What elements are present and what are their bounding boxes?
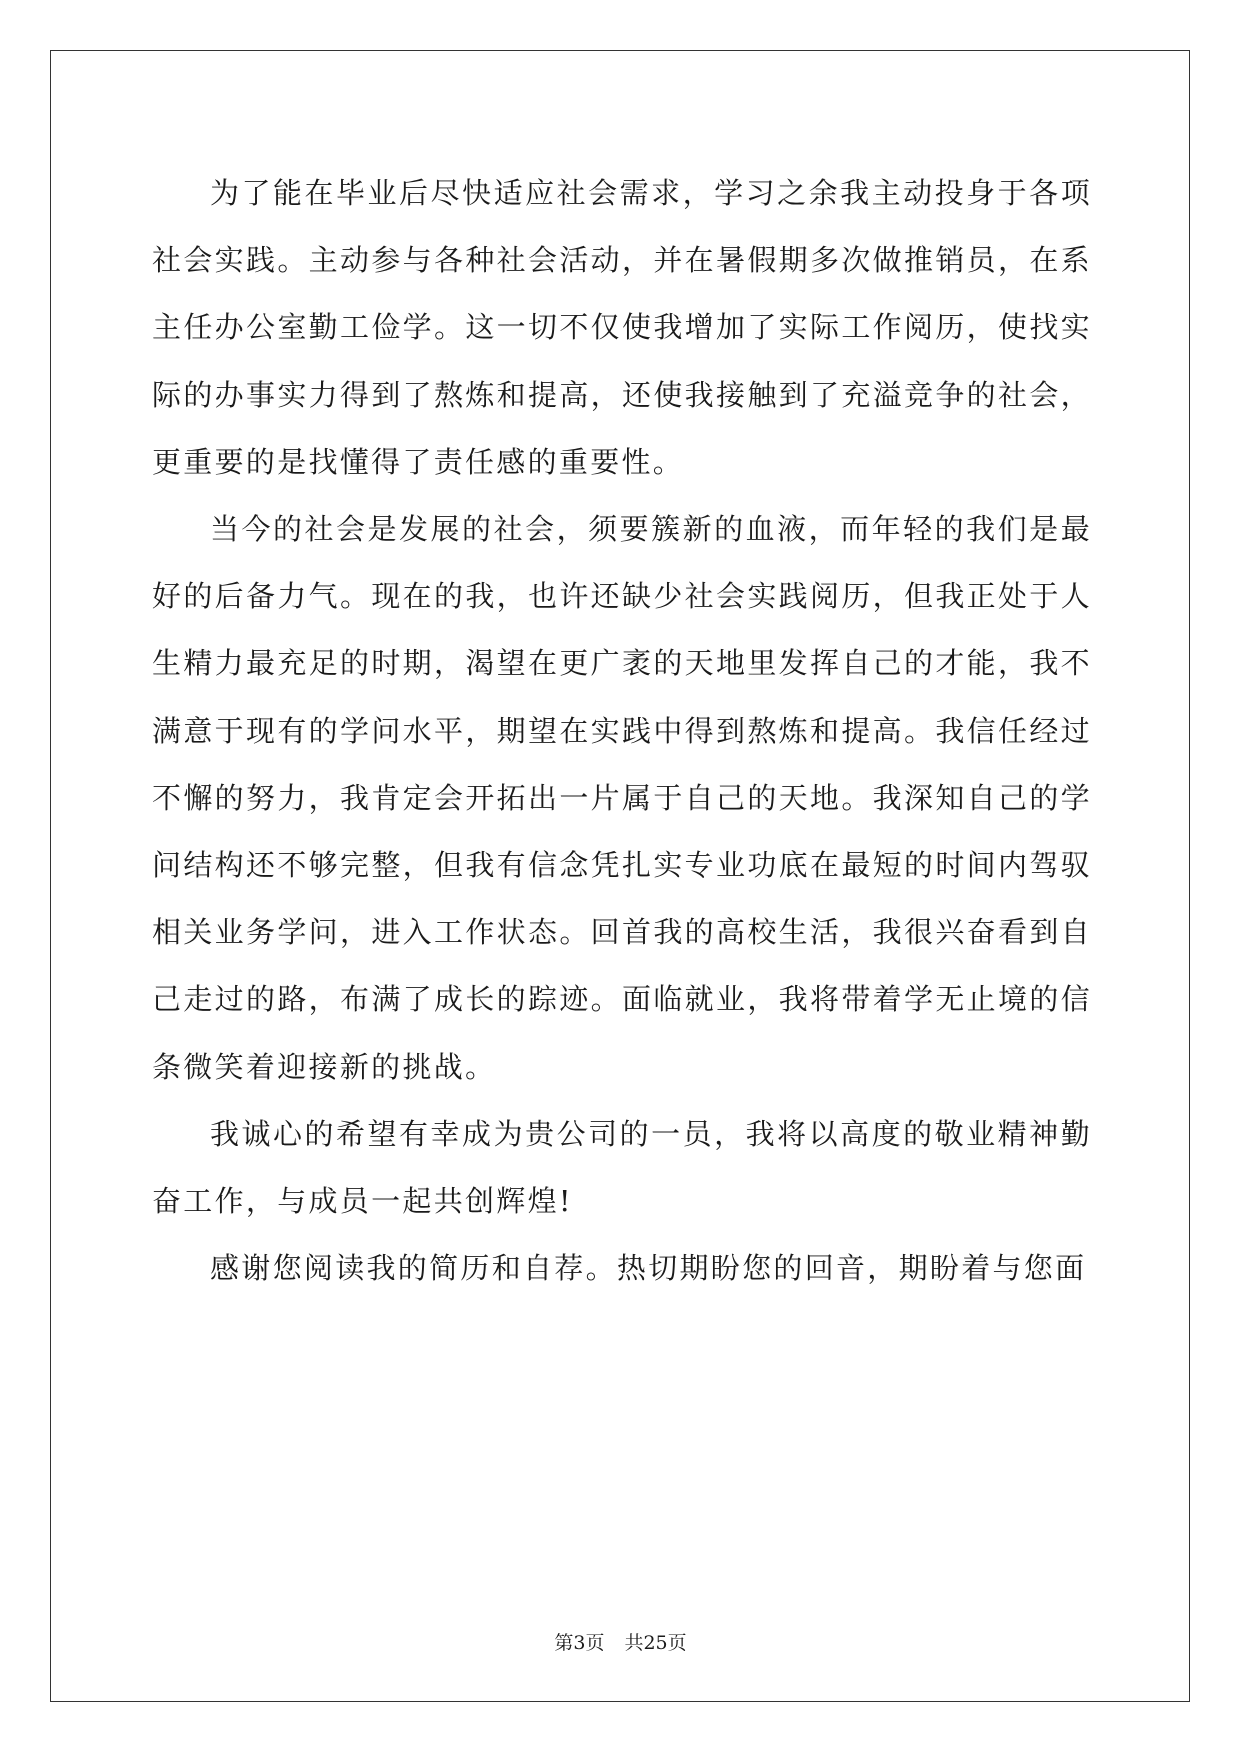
paragraph-practice: 为了能在毕业后尽快适应社会需求，学习之余我主动投身于各项社会实践。主动参与各种社会活动，并在暑假期多次做推销员，在系主任办公室勤工俭学。这一切不仅使我增加了实际工作阅历，使找实际的办事实力得到了熬炼和提高，还使我接触到了充溢竞争的社会，更重要的是找懂得了责任感的重要性。 [152, 176, 1092, 479]
page-total: 共25页 [624, 1632, 687, 1654]
paragraph-thanks: 感谢您阅读我的简历和自荐。热切期盼您的回音，期盼着与您面 [210, 1251, 1087, 1286]
paragraph-hope: 我诚心的希望有幸成为贵公司的一员，我将以高度的敬业精神勤奋工作，与成员一起共创辉煌! [152, 1116, 1092, 1219]
page-number: 第3页 [554, 1632, 605, 1654]
paragraph-society: 当今的社会是发展的社会，须要簇新的血液，而年轻的我们是最好的后备力气。现在的我，也许还缺少社会实践阅历，但我正处于人生精力最充足的时期，渴望在更广袤的天地里发挥自己的才能，我不满意于现有的学问水平，期望在实践中得到熬炼和提高。我信任经过不懈的努力，我肯定会开拓出一片属于自己的天地。我深知自己的学问结构还不够完整，但我有信念凭扎实专业功底在最短的时间内驾驭相关业务学问，进入工作状态。回首我的高校生活，我很兴奋看到自己走过的路，布满了成长的踪迹。面临就业，我将带着学无止境的信条微笑着迎接新的挑战。 [152, 512, 1092, 1084]
page-footer [0, 1628, 1241, 1655]
document-body [152, 160, 1092, 1302]
